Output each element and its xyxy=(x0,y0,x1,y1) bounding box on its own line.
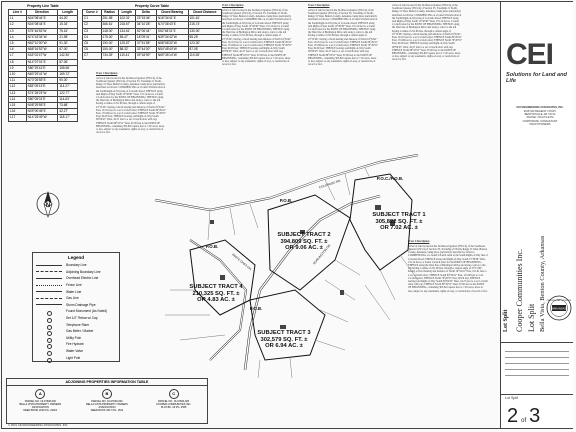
sheet-number: 2 xyxy=(507,405,519,427)
tract1-label: SUBJECT TRACT 1 305,822 SQ. FT. ± OR 7.02 AC. ± xyxy=(372,212,426,232)
tract4-description xyxy=(408,240,488,375)
legend-item-label: Boundary Line xyxy=(66,263,87,268)
table-cell: 55.25' xyxy=(188,34,222,40)
table-cell: N14°25'49"W xyxy=(26,115,58,121)
surveyor-seal-icon xyxy=(546,288,572,328)
legend-symbol-icon xyxy=(36,278,62,279)
tract3b-description xyxy=(392,4,462,144)
tract3-header: Tract 3 Description xyxy=(308,4,330,7)
copyright-text: © 2021 CEI ENGINEERING ASSOCIATES, INC. xyxy=(8,423,69,427)
sheet-total: 3 xyxy=(529,405,541,427)
adjoining-items xyxy=(7,386,207,412)
table-cell: 251.98' xyxy=(101,16,118,22)
table-cell: 130.00' xyxy=(188,28,222,34)
tract1-header: Tract 1 Description xyxy=(96,72,118,75)
table-cell: 218.67' xyxy=(118,22,135,28)
curve-table-caption: Property Curve Table xyxy=(134,4,170,8)
table-cell: S80°29'41"E xyxy=(26,65,58,71)
curve-table-header: Length xyxy=(118,10,135,16)
table-cell: L6 xyxy=(9,47,27,53)
logo-text: CEI xyxy=(506,38,554,71)
pob4-label: P.O.B. xyxy=(249,306,263,311)
table-cell: N54°45'44"W xyxy=(156,47,188,53)
table-cell: 15.34' xyxy=(58,22,78,28)
legend-box xyxy=(32,252,120,362)
sheet-divider xyxy=(501,394,573,395)
legend-item-label: Found Monument (As Noted) xyxy=(66,309,108,314)
table-cell: L13 xyxy=(9,90,27,96)
table-cell: 122.77' xyxy=(58,90,78,96)
adjoining-properties-table xyxy=(6,378,208,424)
legend-symbol-icon xyxy=(36,291,62,292)
table-cell: C4 xyxy=(83,34,102,40)
firm-address: 3108 SW REGENCY PKWY BENTONVILLE, AR 72712 PHONE: 479-273-9472 CORPORATE: CONSULTANT PRACTITIONERS xyxy=(522,110,558,126)
table-cell: 102.31' xyxy=(118,16,135,22)
table-cell: N04°08'44"E xyxy=(26,16,58,22)
table-cell: L12 xyxy=(9,84,27,90)
table-cell: 215.74' xyxy=(188,22,222,28)
table-cell: 101.61' xyxy=(188,16,222,22)
line-table-header: Line # xyxy=(9,10,27,16)
legend-item xyxy=(33,302,119,309)
legend-list xyxy=(33,262,119,361)
table-cell: L4 xyxy=(9,34,27,40)
table-cell: 33°44'00" xyxy=(135,47,156,53)
legend-item-label: Adjoining Boundary Line xyxy=(66,269,101,274)
table-row xyxy=(9,115,78,121)
table-cell: N58°58'32"W xyxy=(156,41,188,47)
table-cell: S80°05'01"E xyxy=(26,96,58,102)
table-cell: N04°08'44"E xyxy=(26,22,58,28)
table-cell: 150.00' xyxy=(101,47,118,53)
title-block xyxy=(500,2,573,428)
legend-item-label: Water Valve xyxy=(66,349,84,354)
table-cell: N08°29'55"E xyxy=(26,103,58,109)
legend-item xyxy=(33,354,119,361)
legend-item xyxy=(33,308,119,315)
table-cell: 34°10'28" xyxy=(135,22,156,28)
tract3-label: SUBJECT TRACT 3 302,579 SQ. FT. ± OR 6.94 AC. ± xyxy=(257,330,311,350)
table-cell: N39°34'42"W xyxy=(156,34,188,40)
table-cell: L16 xyxy=(9,109,27,115)
table-cell: 55.47' xyxy=(118,34,135,40)
property-line-table xyxy=(8,9,78,122)
table-cell: 123.30' xyxy=(188,41,222,47)
legend-item xyxy=(33,282,119,289)
project-title: Lot Split xyxy=(527,303,536,332)
legend-item-label: Gas Line xyxy=(66,296,79,301)
legend-item-label: Storm Drainage Pipe xyxy=(66,302,96,307)
table-cell: L15 xyxy=(9,103,27,109)
sheet-of: of xyxy=(521,418,527,424)
table-cell: S43°02'47"W xyxy=(26,53,58,59)
adjoining-item-text: PARCEL NO. 16-07629-000 BELLA VISTA PROPERTY OWNERS ASSOCIATION DEED BOOK 2017 PG. 1531 xyxy=(86,400,128,412)
sheet-number-block xyxy=(507,406,540,431)
tract4-body: A Part of land located in the Northwest Quarter (NW1/4) of the Southwest Quarter (SW1/4) of Section 33, Township 21 North, Range 31 West, Benton County, Arkansas, being more particularly described as follows: COMMENCING at a found 5/8-inch rebar at the South Right-of-Way line of Colorado Road; THENCE along said Right-of-Way South 15°36'38" West, 155.14 feet to a found 1/2-inch rebar for the POINT OF BEGINNING; THENCE along the West line of Burlington Drive and along a curve to the left having a radius of 251.98 feet, through a central angle of 23°15'46", having a chord bearing and distance of North 16°34'41" East, 101.61 feet to a set 1/2-inch rebar; THENCE South 80°29'41" East, 155.96 feet to a set 1/2-inch rebar; THENCE North 70°26'55" East, 90.00 feet; THENCE leaving said Right-of-Way South 09°00'45" West, 42.27 feet to a set 1/2-inch rebar with cap; THENCE North 88°16'52" West, 67.00 feet to the POINT OF BEGINNING, containing 305,822 square feet or 7.02 acres, more or less, subject to any easements, rights-of-way, or restrictions of record or fact. xyxy=(408,244,488,293)
line-table-caption: Property Line Table xyxy=(27,4,59,8)
legend-item-label: Utility Pole xyxy=(66,335,82,340)
table-cell: 87.05' xyxy=(188,47,222,53)
adjoining-title: ADJOINING PROPERTIES INFORMATION TABLE xyxy=(7,379,207,386)
table-cell: 52°06'44" xyxy=(135,28,156,34)
table-cell: L8 xyxy=(9,59,27,65)
table-cell: 91.30' xyxy=(58,41,78,47)
curve-table-header: Curve # xyxy=(83,10,102,16)
table-cell: N74°36'43"E xyxy=(156,22,188,28)
legend-item xyxy=(33,341,119,348)
table-cell: N14°07'01"E xyxy=(26,59,58,65)
table-cell: 42.27' xyxy=(58,109,78,115)
table-cell: N82°10'00"W xyxy=(26,41,58,47)
north-arrow-icon xyxy=(34,188,62,222)
legend-item xyxy=(33,321,119,328)
table-cell: S52°48'31"E xyxy=(156,28,188,34)
table-cell: S74°28'23"W xyxy=(26,90,58,96)
table-cell: 75.16' xyxy=(58,28,78,34)
table-cell: 90.00' xyxy=(58,78,78,84)
table-cell: N88°16'52"W xyxy=(26,47,58,53)
project-location: Bella Vista, Benton County, Arkansas xyxy=(539,235,546,332)
table-cell: L2 xyxy=(9,22,27,28)
table-cell: N70°26'55"E xyxy=(26,78,58,84)
table-cell: 142.30' xyxy=(58,53,78,59)
adjoining-item xyxy=(144,389,204,412)
table-cell: S75°46'53"W xyxy=(26,28,58,34)
table-cell: L17 xyxy=(9,115,27,121)
adjoining-id-badge: C xyxy=(169,389,179,399)
tract4-label: SUBJECT TRACT 4 210,325 SQ. FT. ± OR 4.83 AC. ± xyxy=(189,284,243,304)
table-cell: 21.98' xyxy=(58,34,78,40)
pob1-label: P.O.C./P.O.B. xyxy=(376,176,404,181)
adjoining-item xyxy=(10,389,70,412)
table-cell: C2 xyxy=(83,22,102,28)
pob2-label: P.O.B. xyxy=(279,198,293,203)
table-cell: L1 xyxy=(9,16,27,22)
legend-item xyxy=(33,348,119,355)
legend-symbol-icon xyxy=(36,271,62,272)
table-cell: L3 xyxy=(9,28,27,34)
logo-tagline: Solutions for Land and Life xyxy=(506,72,567,85)
table-cell: 87.06' xyxy=(58,59,78,65)
legend-item-label: Water Line xyxy=(66,289,82,294)
adjoining-item xyxy=(77,389,137,412)
curve-table-header: Chord Distance xyxy=(188,10,222,16)
table-cell: 118.17' xyxy=(58,115,78,121)
table-cell: 37°51'58" xyxy=(135,41,156,47)
cei-logo xyxy=(504,38,572,98)
legend-item-label: Telephone Riser xyxy=(66,322,90,327)
road-colorado-label: COLORADO RD. xyxy=(318,178,342,190)
table-cell: C5 xyxy=(83,41,102,47)
tract2-body: A Part of land located in the Northwest Quarter (NW1/4) of the Southwest Quarter (SW1/4) of Section 33, Township 21 North, Range 31 West, Benton County, Arkansas, being more particularly described as follows: COMMENCING at a found 5/8-inch rebar at the South Right-of-Way line of Colorado Road; THENCE along said Right-of-Way South 15°36'38" West, 155.14 feet to a found 1/2-inch rebar for the POINT OF BEGINNING; THENCE along the West line of Burlington Drive and along a curve to the left having a radius of 251.98 feet, through a central angle of 23°15'46", having a chord bearing and distance of North 16°34'41" East, 101.61 feet to a set 1/2-inch rebar; THENCE South 80°29'41" East, 155.96 feet to a set 1/2-inch rebar; THENCE North 70°26'55" East, 90.00 feet; THENCE leaving said Right-of-Way South 09°00'45" West, 42.27 feet to a set 1/2-inch rebar with cap; THENCE North 88°16'52" West, 67.00 feet to the POINT OF BEGINNING, containing 305,822 square feet or 7.02 acres, more or less, subject to any easements, rights-of-way, or restrictions of record or fact. xyxy=(222,8,292,67)
legend-symbol-icon xyxy=(36,285,62,286)
table-cell: 734.39' xyxy=(101,53,118,59)
table-cell: 169.72' xyxy=(58,72,78,78)
table-cell: C1 xyxy=(83,16,102,22)
legend-item xyxy=(33,269,119,276)
legend-title: Legend xyxy=(67,255,84,260)
legend-item-label: Gas Meter / Marker xyxy=(66,329,94,334)
seal-text: PROFESSIONAL SURVEYOR xyxy=(546,300,572,302)
legend-item xyxy=(33,328,119,335)
table-cell: 23°15'46" xyxy=(135,16,156,22)
table-cell: 73.68' xyxy=(58,103,78,109)
legend-symbol-icon xyxy=(36,265,62,266)
table-cell: C7 xyxy=(83,53,102,59)
table-cell: 09°18'59" xyxy=(135,53,156,59)
table-cell: L5 xyxy=(9,41,27,47)
legend-item-label: Fire Hydrant xyxy=(66,342,84,347)
legend-item-label: Overhead Electric Line xyxy=(66,276,99,281)
table-cell: 114.27' xyxy=(58,84,78,90)
table-cell: 366.61' xyxy=(101,22,118,28)
tract2-header: Tract 2 Description xyxy=(222,4,244,7)
legend-symbol-icon xyxy=(36,304,62,305)
table-cell: C3 xyxy=(83,28,102,34)
legend-item xyxy=(33,262,119,269)
revision-block xyxy=(505,346,569,390)
table-cell: 44.20' xyxy=(58,16,78,22)
legend-item xyxy=(33,275,119,282)
legend-item-label: Set 1/2" Rebar w/ Cap xyxy=(66,316,98,321)
table-cell: 134.61' xyxy=(118,28,135,34)
adjoining-id-badge: A xyxy=(35,389,45,399)
tract2-label: SUBJECT TRACT 2 394,809 SQ. FT. ± OR 9.06 AC. ± xyxy=(277,232,331,252)
table-cell: N80°29'41"W xyxy=(26,72,58,78)
curve-table-header: Radius xyxy=(101,10,118,16)
curve-table-header: Chord Bearing xyxy=(156,10,188,16)
legend-item-label: Fence Line xyxy=(66,283,82,288)
line-table-header: Length xyxy=(58,10,78,16)
table-cell: 119.28' xyxy=(188,53,222,59)
adjoining-id-badge: B xyxy=(102,389,112,399)
table-cell: C6 xyxy=(83,47,102,53)
table-cell: 114.63' xyxy=(58,96,78,102)
tract4-header: Tract 4 Description xyxy=(408,240,430,243)
tract3-description xyxy=(308,4,378,144)
tract3b-body: A Part of land located in the Northwest Quarter (NW1/4) of the Southwest Quarter (SW1/4) of Section 33, Township 21 North, Range 31 West, Benton County, Arkansas, being more particularly described as follows: COMMENCING at a found 5/8-inch rebar at the South Right-of-Way line of Colorado Road; THENCE along said Right-of-Way South 15°36'38" West, 155.14 feet to a found 1/2-inch rebar for the POINT OF BEGINNING; THENCE along the West line of Burlington Drive and along a curve to the left having a radius of 251.98 feet, through a central angle of 23°15'46", having a chord bearing and distance of North 16°34'41" East, 101.61 feet to a set 1/2-inch rebar; THENCE South 80°29'41" East, 155.96 feet to a set 1/2-inch rebar; THENCE North 70°26'55" East, 90.00 feet; THENCE leaving said Right-of-Way South 09°00'45" West, 42.27 feet to a set 1/2-inch rebar with cap; THENCE North 88°16'52" West, 67.00 feet to the POINT OF BEGINNING, containing 305,822 square feet or 7.02 acres, more or less, subject to any easements, rights-of-way, or restrictions of record or fact. xyxy=(392,4,462,62)
client-name: Cooper Communities Inc. xyxy=(515,249,524,332)
table-row xyxy=(83,53,222,59)
legend-item xyxy=(33,295,119,302)
road-white-oaks-label: WHITE OAKS DR. xyxy=(231,252,253,272)
property-curve-table xyxy=(82,9,222,60)
table-cell: 125.57' xyxy=(118,41,135,47)
revision-divider xyxy=(501,342,573,343)
legend-item xyxy=(33,335,119,342)
table-cell: 67.00' xyxy=(58,47,78,53)
legend-item xyxy=(33,315,119,322)
table-cell: L11 xyxy=(9,78,27,84)
table-cell: N69°35'14"W xyxy=(156,53,188,59)
tract3-body: A Part of land located in the Northwest Quarter (NW1/4) of the Southwest Quarter (SW1/4) of Section 33, Township 21 North, Range 31 West, Benton County, Arkansas, being more particularly described as follows: COMMENCING at a found 5/8-inch rebar at the South Right-of-Way line of Colorado Road; THENCE along said Right-of-Way South 15°36'38" West, 155.14 feet to a found 1/2-inch rebar for the POINT OF BEGINNING; THENCE along the West line of Burlington Drive and along a curve to the left having a radius of 251.98 feet, through a central angle of 23°15'46", having a chord bearing and distance of North 16°34'41" East, 101.61 feet to a set 1/2-inch rebar; THENCE South 80°29'41" East, 155.96 feet to a set 1/2-inch rebar; THENCE North 70°26'55" East, 90.00 feet; THENCE leaving said Right-of-Way South 09°00'45" West, 42.27 feet to a set 1/2-inch rebar with cap; THENCE North 88°16'52" West, 67.00 feet to the POINT OF BEGINNING, containing 305,822 square feet or 7.02 acres, more or less, subject to any easements, rights-of-way, or restrictions of record or fact. xyxy=(308,8,378,67)
table-cell: S83°09'13"E xyxy=(26,84,58,90)
sheet-label-vertical: Lot Split xyxy=(503,309,509,332)
sheet-title: Lot Split xyxy=(505,396,518,400)
legend-symbol-icon xyxy=(36,298,62,299)
table-cell: 18°09'41" xyxy=(135,34,156,40)
table-cell: 88.32' xyxy=(118,47,135,53)
table-cell: N16°34'41"E xyxy=(156,16,188,22)
pob3-label: P.O.B. xyxy=(205,244,219,249)
firm-name: CEI ENGINEERING ASSOCIATES, INC. xyxy=(516,106,564,109)
table-cell: N74°43'34"W xyxy=(26,34,58,40)
tract1-body: A Part of land located in the Northwest Quarter (NW1/4) of the Southwest Quarter (SW1/4) of Section 33, Township 21 North, Range 31 West, Benton County, Arkansas, being more particularly described as follows: COMMENCING at a found 5/8-inch rebar at the South Right-of-Way line of Colorado Road; THENCE along said Right-of-Way South 15°36'38" West, 155.14 feet to a found 1/2-inch rebar for the POINT OF BEGINNING; THENCE along the West line of Burlington Drive and along a curve to the left having a radius of 251.98 feet, through a central angle of 23°15'46", having a chord bearing and distance of North 16°34'41" East, 101.61 feet to a set 1/2-inch rebar; THENCE South 80°29'41" East, 155.96 feet to a set 1/2-inch rebar; THENCE North 70°26'55" East, 90.00 feet; THENCE leaving said Right-of-Way South 09°00'45" West, 42.27 feet to a set 1/2-inch rebar with cap; THENCE North 88°16'52" West, 67.00 feet to the POINT OF BEGINNING, containing 305,822 square feet or 7.02 acres, more or less, subject to any easements, rights-of-way, or restrictions of record or fact. xyxy=(96,76,166,135)
table-cell: 155.96' xyxy=(58,65,78,71)
adjoining-item-text: PARCEL NO. 16-07600-000 COOPER COMMUNITIES INC. PLAT BK. 23 PG. 2555 xyxy=(156,400,192,409)
line-table-header: Direction xyxy=(26,10,58,16)
adjoining-item-text: PARCEL NO. 16-07608-000 BELLA VISTA PROPERTY OWNERS ASSOCIATION DEED BOOK 2016 PG. 24401 xyxy=(19,400,62,412)
table-cell: L9 xyxy=(9,65,27,71)
table-cell: L7 xyxy=(9,53,27,59)
table-cell: 148.00' xyxy=(101,28,118,34)
table-cell: 190.00' xyxy=(101,41,118,47)
tract2-description xyxy=(222,4,292,144)
legend-item xyxy=(33,288,119,295)
table-cell: L14 xyxy=(9,96,27,102)
north-label: N xyxy=(45,203,51,209)
curve-table-header: Delta xyxy=(135,10,156,16)
road-burlington-label: BURLINGTON DR. xyxy=(312,242,332,266)
table-cell: 119.41' xyxy=(118,53,135,59)
seal-state: ARKANSAS xyxy=(551,307,567,311)
table-cell: 175.00' xyxy=(101,34,118,40)
table-cell: N09°00'45"E xyxy=(26,109,58,115)
legend-item-label: Light Pole xyxy=(66,355,81,360)
table-cell: L10 xyxy=(9,72,27,78)
